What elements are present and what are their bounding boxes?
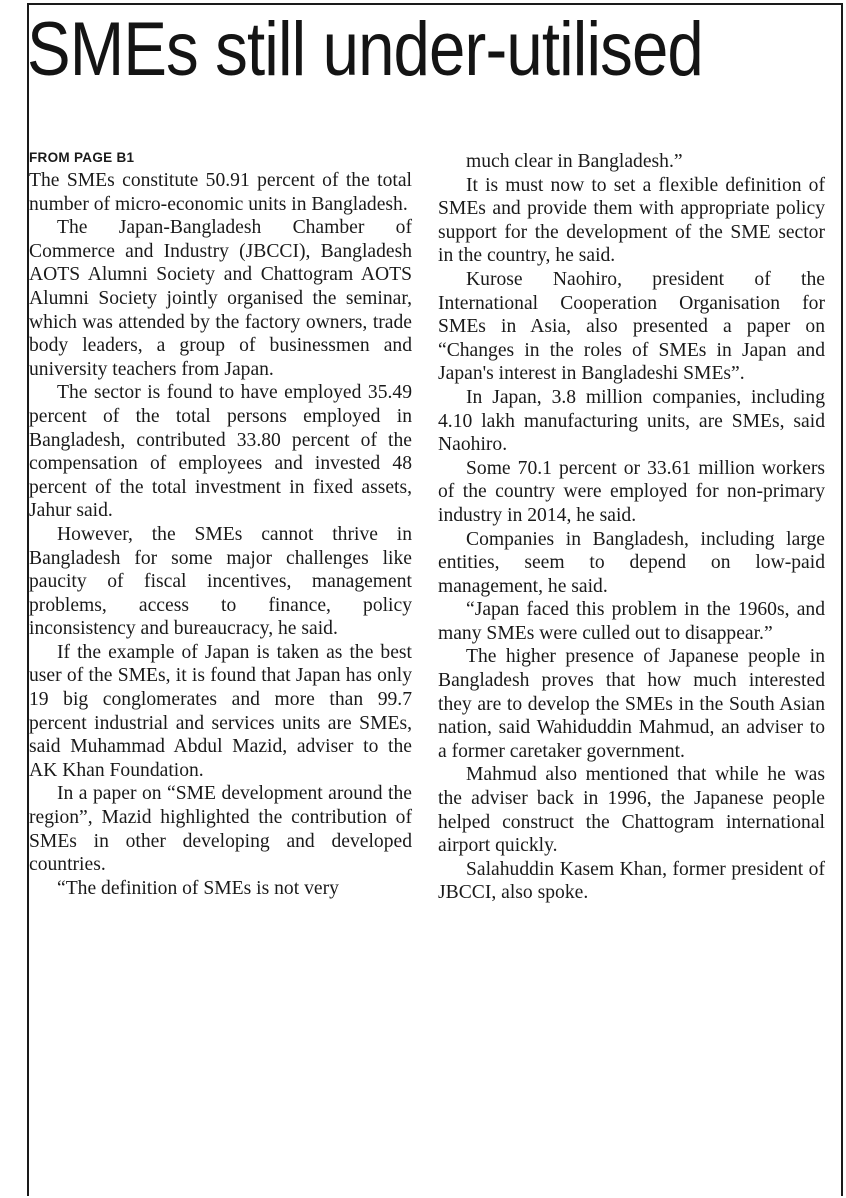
paragraph: Companies in Bangladesh, including large entities, seem to depend on low-paid management, he said. xyxy=(438,528,825,597)
paragraph: If the example of Japan is taken as the best user of the SMEs, it is found that Japan has only 19 big conglomerates and more than 99.7 percent industrial and services units are SMEs, said Muhammad Abdul Mazid, adviser to the AK Khan Foundation. xyxy=(29,641,412,781)
paragraph: In Japan, 3.8 million companies, including 4.10 lakh manufacturing units, are SMEs, said Naohiro. xyxy=(438,386,825,456)
paragraph: It is must now to set a flexible definition of SMEs and provide them with appropriate policy support for the development of the SME sector in the country, he said. xyxy=(438,174,825,267)
paragraph: In a paper on “SME development around the region”, Mazid highlighted the contribution of SMEs in other developing and developed countries. xyxy=(29,783,412,876)
paragraph: much clear in Bangladesh.” xyxy=(466,151,683,172)
paragraph: Kurose Naohiro, president of the International Cooperation Organisation for SMEs in Asia, also presented a paper on “Changes in the roles of SMEs in Japan and Japan's interest in Bangladeshi SMEs”. xyxy=(438,268,825,385)
paragraph: “The definition of SMEs is not very xyxy=(57,877,339,899)
paragraph: The Japan-Bangladesh Chamber of Commerce and Industry (JBCCI), Bangladesh AOTS Alumni Society and Chattogram AOTS Alumni Society jointly organised the seminar, which was attended by the factory owners, trade body leaders, a group of businessmen and university teachers from Japan. xyxy=(29,217,412,380)
paragraph: Salahuddin Kasem Khan, former president of JBCCI, also spoke. xyxy=(438,858,825,904)
paragraph: Some 70.1 percent or 33.61 million workers of the country were employed for non-primary industry in 2014, he said. xyxy=(438,457,825,526)
column-left xyxy=(29,150,412,900)
kicker: FROM PAGE B1 xyxy=(29,150,135,165)
paragraph: However, the SMEs cannot thrive in Bangladesh for some major challenges like paucity of fiscal incentives, management problems, access to finance, policy inconsistency and bureaucracy, he said. xyxy=(29,523,412,640)
column-right xyxy=(438,150,825,905)
paragraph: Mahmud also mentioned that while he was the adviser back in 1996, the Japanese people helped construct the Chattogram international airport quickly. xyxy=(438,764,825,857)
paragraph: The sector is found to have employed 35.49 percent of the total persons employed in Bangladesh, contributed 33.80 percent of the compensation of employees and invested 48 percent of the total investment in fixed assets, Jahur said. xyxy=(29,382,412,522)
paragraph: The SMEs constitute 50.91 percent of the total number of micro-economic units in Bangladesh. xyxy=(29,170,412,215)
headline: SMEs still under-utilised xyxy=(27,7,703,92)
paragraph: The higher presence of Japanese people in Bangladesh proves that how much interested they are to develop the SMEs in the South Asian nation, said Wahiduddin Mahmud, an adviser to a former caretaker government. xyxy=(438,646,825,762)
paragraph: “Japan faced this problem in the 1960s, and many SMEs were culled out to disappear.” xyxy=(438,599,825,644)
